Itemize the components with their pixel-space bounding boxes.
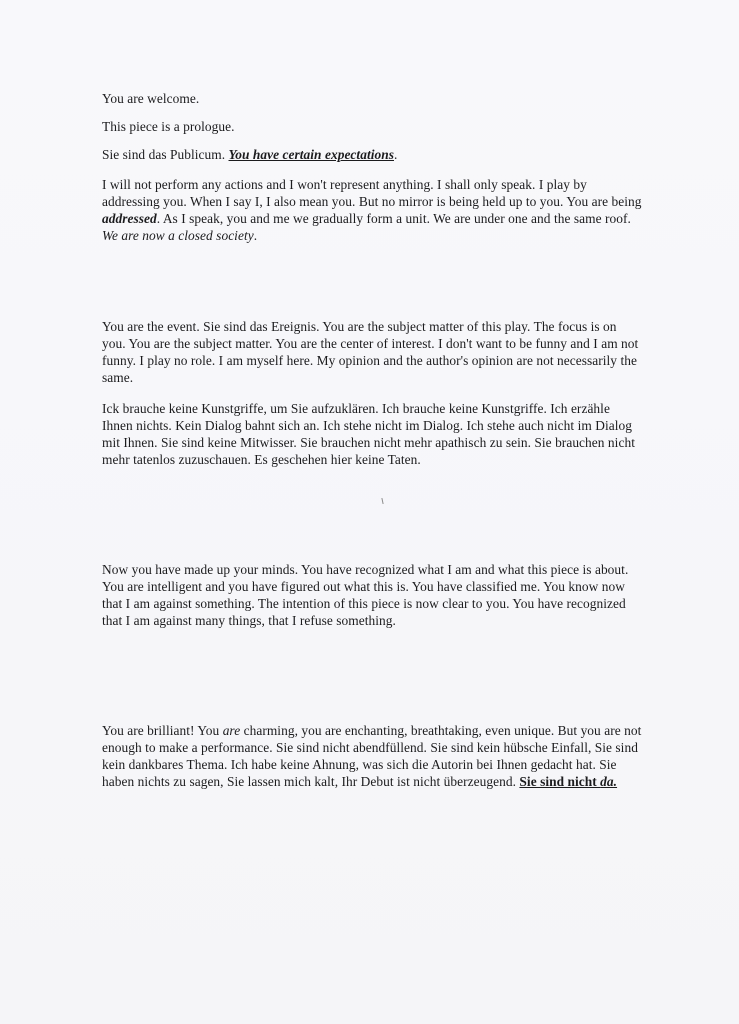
no-actions-text-2: . As I speak, you and me we gradually form a unit. We are under one and the same roof. <box>156 211 631 226</box>
prologue-text: This piece is a prologue. <box>102 119 235 134</box>
paper-speck <box>381 498 383 504</box>
nicht-text: Sie sind nicht <box>519 774 601 789</box>
paragraph-brilliant <box>102 722 642 790</box>
are-emphasis: are <box>222 723 241 738</box>
paragraph-prologue <box>102 118 642 135</box>
no-actions-period: . <box>253 228 258 243</box>
paragraph-event <box>102 318 642 386</box>
welcome-text: You are welcome. <box>102 91 200 106</box>
event-text: You are the event. Sie sind das Ereignis. You are the subject matter of this play. The focus is on you. You are the subject matter. You are the center of interest. I don't want to be funny and I am not funny. I play no role. I am myself here. My opinion and the author's opinion are not necessarily the same. <box>102 319 639 385</box>
publicum-period: . <box>394 147 398 162</box>
brilliant-text-1: You are brilliant! You <box>102 723 223 738</box>
paragraph-no-actions <box>102 176 642 244</box>
da-emphasis: da. <box>600 774 618 789</box>
brilliant-text-2: charming, you are enchanting, breathtaking, even unique. But you are not enough to make a performance. Sie sind nicht abendfüllend. Sie sind kein hübsche Einfall, Sie sind kein dankbares Thema. Ich habe keine Ahnung, was sich die Autorin bei Ihnen gedacht hat. Sie haben nichts zu sagen, Sie lassen mich kalt, Ihr Debut ist nicht überzeugend. <box>102 723 642 789</box>
expectations-emphasis: You have certain expectations <box>228 147 394 162</box>
paragraph-made-up-minds <box>102 561 642 629</box>
paragraph-kunstgriffe <box>102 400 642 468</box>
nicht-da-emphasis <box>519 774 617 789</box>
addressed-emphasis: addressed <box>102 211 157 226</box>
no-actions-text-1: I will not perform any actions and I won't represent anything. I shall only speak. I play by addressing you. When I say I, I also mean you. But no mirror is being held up to you. You are being <box>102 177 642 209</box>
publicum-text: Sie sind das Publicum. <box>102 147 229 162</box>
closed-society-emphasis: We are now a closed society <box>102 228 254 243</box>
made-up-minds-text: Now you have made up your minds. You have recognized what I am and what this piece is about. You are intelligent and you have figured out what this is. You have classified me. You know now that I am against something. The intention of this piece is now clear to you. You have recognized that I am against many things, that I refuse something. <box>102 562 629 628</box>
paragraph-publicum <box>102 146 642 163</box>
kunstgriffe-text: Ick brauche keine Kunstgriffe, um Sie aufzuklären. Ich brauche keine Kunstgriffe. Ich erzähle Ihnen nichts. Kein Dialog bahnt sich an. Ich stehe nicht im Dialog. Ich stehe auch nicht im Dialog mit Ihnen. Sie sind keine Mitwisser. Sie brauchen nicht mehr apathisch zu sein. Sie brauchen nicht mehr tatenlos zuzuschauen. Es geschehen hier keine Taten. <box>102 401 635 467</box>
paragraph-welcome <box>102 90 642 107</box>
